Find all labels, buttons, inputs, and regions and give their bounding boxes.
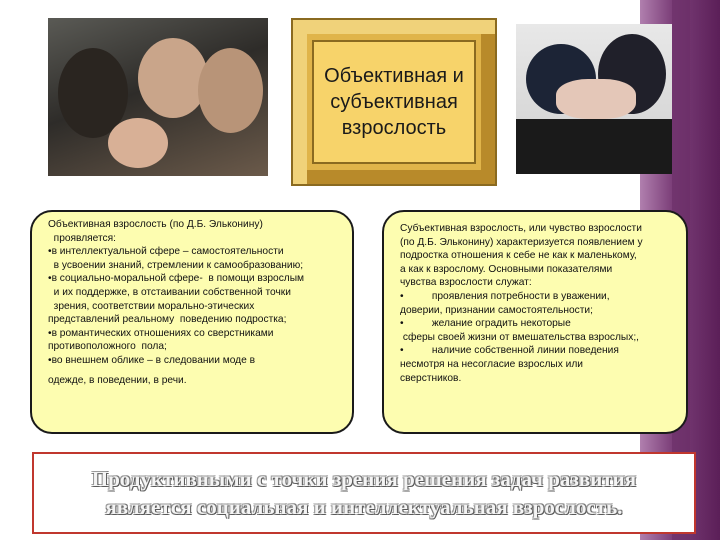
left-line-5: •в социально-моральной сфере- в помощи взрослым — [48, 273, 305, 285]
photo-teens-goth — [516, 24, 672, 174]
photo-figure-2 — [138, 38, 208, 118]
photo-figure-faces — [556, 79, 636, 119]
objective-adulthood-card — [30, 210, 354, 434]
left-line-13: одежде, в поведении, в речи. — [48, 374, 187, 386]
right-line-10: • наличие собственной линии поведения — [400, 345, 619, 357]
title-line-3: взрослость — [341, 117, 447, 139]
conclusion-line-2: является социальная и интеллектуальная взрослость. — [105, 495, 623, 519]
right-line-1: Субъективная взрослость, или чувство взрослости — [400, 223, 642, 234]
right-line-4: а как к взрослому. Основными показателями — [400, 263, 613, 275]
left-line-7: зрения, соответствии морально-этических — [48, 300, 255, 312]
right-line-5: чувства взрослости служат: — [400, 277, 532, 289]
left-line-4: в усвоении знаний, стремлении к самообразованию; — [48, 259, 304, 271]
photo-figure-3 — [198, 48, 263, 133]
left-line-10: противоположного пола; — [48, 341, 167, 353]
photo-hands — [108, 118, 168, 168]
photo-teens-smoking — [48, 18, 268, 176]
right-line-12: сверстников. — [400, 372, 462, 384]
title-line-2: субъективная — [330, 91, 458, 113]
photo-clothing — [516, 119, 672, 174]
left-line-2: проявляется: — [48, 232, 116, 244]
left-line-1: Объективная взрослость (по Д.Б. Эльконину) — [48, 219, 263, 230]
conclusion-box — [32, 452, 696, 534]
subjective-adulthood-card — [382, 210, 688, 434]
right-line-3: подростка отношения к себе не как к маленькому, — [400, 250, 637, 262]
right-line-6: • проявления потребности в уважении, — [400, 290, 610, 302]
left-line-9: •в романтических отношениях со сверстниками — [48, 327, 274, 339]
conclusion-text — [92, 465, 636, 521]
slide-title — [312, 40, 476, 164]
right-line-7: доверии, признании самостоятельности; — [400, 304, 593, 316]
title-line-1: Объективная и — [324, 65, 464, 87]
right-line-11: несмотря на несогласие взрослых или — [400, 358, 583, 370]
left-line-11: •во внешнем облике – в следовании моде в — [48, 354, 256, 366]
conclusion-line-1: Продуктивными с точки зрения решения задач развития — [91, 467, 637, 491]
right-line-8: • желание оградить некоторые — [400, 318, 571, 330]
right-line-9: сферы своей жизни от вмешательства взрослых;, — [400, 331, 639, 343]
left-line-8: представлений реальному поведению подростка; — [48, 314, 287, 326]
left-line-6: и их поддержке, в отстаивании собственной точки — [48, 286, 291, 298]
right-line-2: (по Д.Б. Эльконину) характеризуется появлением у — [400, 236, 643, 248]
left-line-3: •в интеллектуальной сфере – самостоятельности — [48, 246, 284, 258]
